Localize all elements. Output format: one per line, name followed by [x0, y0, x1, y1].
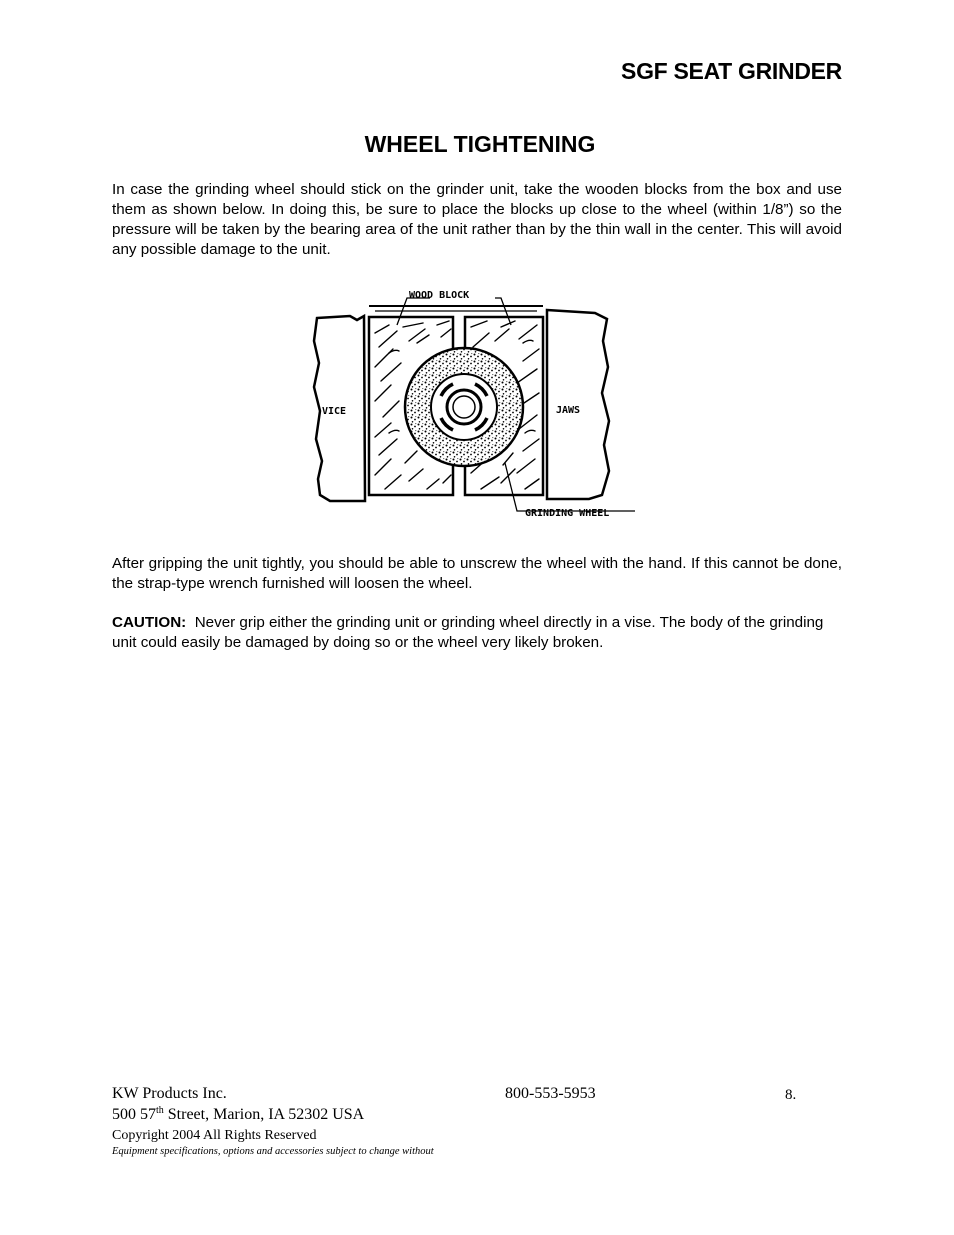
- vice-label: VICE: [322, 406, 347, 417]
- unscrew-paragraph: After gripping the unit tightly, you should be able to unscrew the wheel with the hand. If this cannot be done, the strap-type wrench furnished will loosen the wheel.: [112, 555, 842, 592]
- footer-page-number: 8.: [785, 1087, 797, 1103]
- caution-text: Never grip either the grinding unit or grinding wheel directly in a vise. The body of the grinding unit could easily be damaged by doing so or the wheel very likely broken.: [112, 614, 824, 651]
- intro-paragraph: In case the grinding wheel should stick on the grinder unit, take the wooden blocks from the box and use them as shown below. In doing this, be sure to place the blocks up close to the wheel (within 1/8”) so the pressure will be taken by the bearing area of the unit rather than by the thin wall in the center. This will avoid any possible damage to the unit.: [112, 181, 842, 258]
- grinding-wheel-label: GRINDING WHEEL: [525, 508, 610, 519]
- caution-label: CAUTION:: [112, 614, 187, 631]
- page-title: WHEEL TIGHTENING: [364, 131, 596, 157]
- footer-address-suffix: Street, Marion, IA 52302 USA: [163, 1106, 365, 1123]
- footer-disclaimer: Equipment specifications, options and accessories subject to change without: [112, 1146, 434, 1157]
- wheel-tightening-diagram: [305, 283, 645, 523]
- caution-paragraph: [112, 613, 842, 653]
- wood-block-label: WOOD BLOCK: [409, 290, 470, 301]
- footer-address-prefix: 500 57: [112, 1106, 156, 1123]
- document-header-title: SGF SEAT GRINDER: [621, 58, 842, 84]
- footer-phone: 800-553-5953: [505, 1085, 596, 1102]
- footer-address-sup: th: [156, 1105, 164, 1116]
- jaws-label: JAWS: [556, 405, 581, 416]
- footer-company-name: KW Products Inc.: [112, 1085, 227, 1102]
- footer-copyright: Copyright 2004 All Rights Reserved: [112, 1128, 317, 1143]
- footer-address: [112, 1106, 364, 1124]
